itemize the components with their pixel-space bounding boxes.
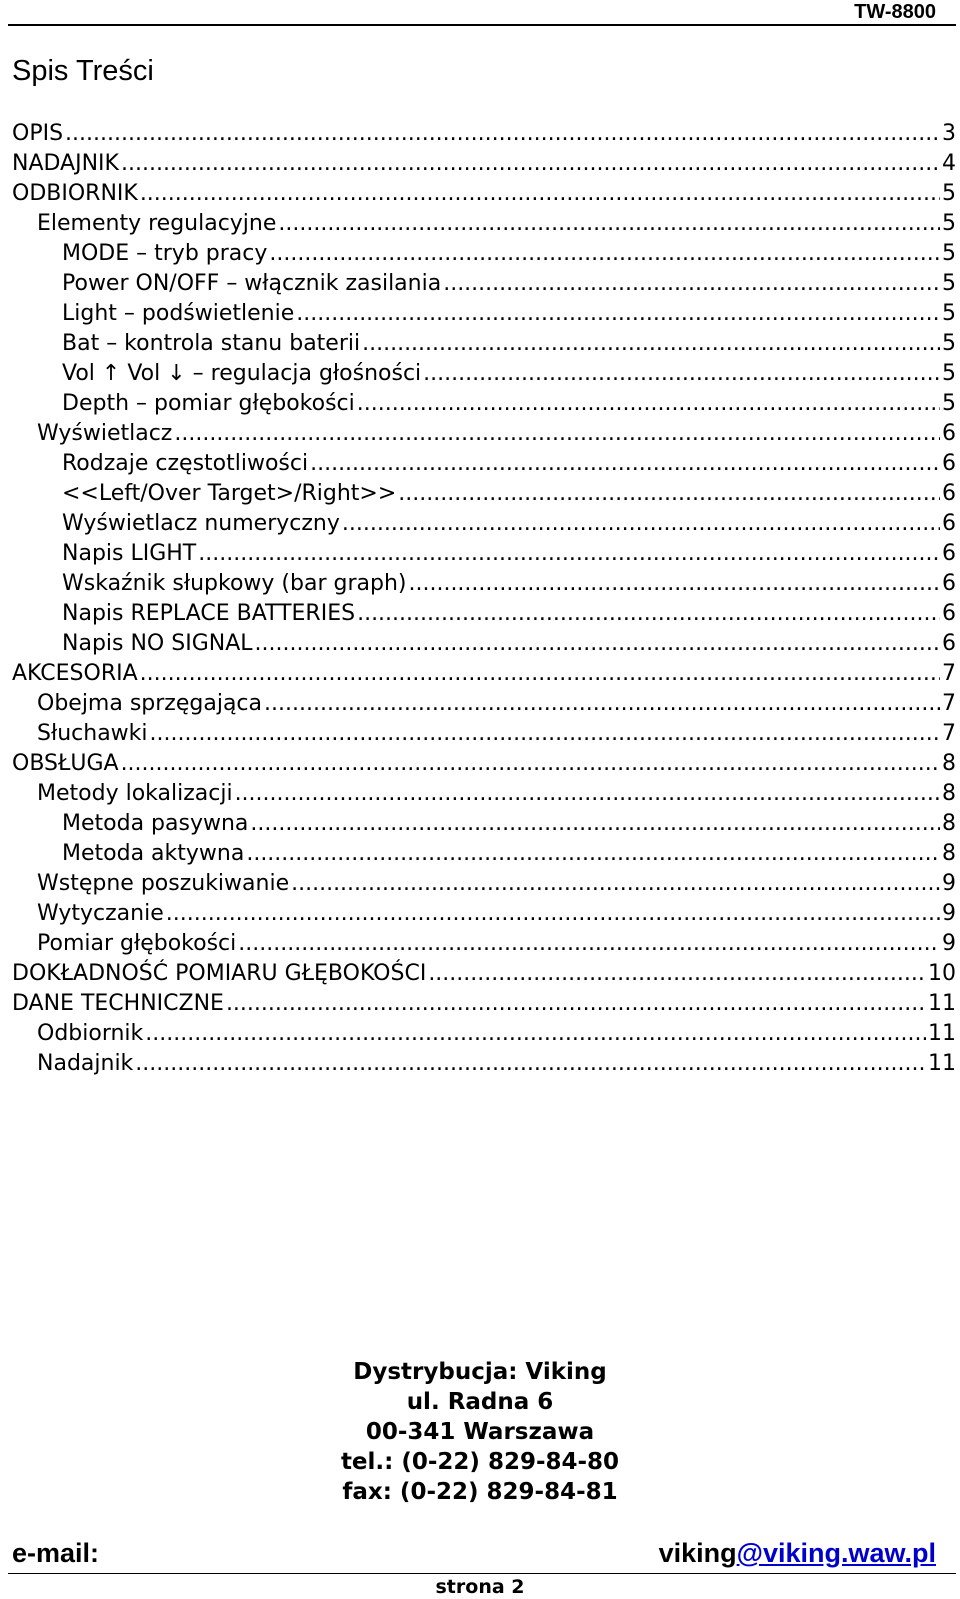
toc-entry-page: 11 xyxy=(928,1051,956,1076)
toc-dot-leader xyxy=(255,630,940,658)
toc-dot-leader xyxy=(246,840,940,868)
toc-entry-label: OBSŁUGA xyxy=(12,751,119,776)
toc-entry-page: 6 xyxy=(942,421,956,446)
distributor-fax: fax: (0-22) 829-84-81 xyxy=(342,1479,618,1505)
toc-entry[interactable] xyxy=(12,270,956,300)
toc-dot-leader xyxy=(357,600,940,628)
toc-entry-page: 7 xyxy=(942,691,956,716)
toc-dot-leader xyxy=(226,990,926,1018)
toc-entry-label: <<Left/Over Target>/Right>> xyxy=(62,481,397,506)
toc-entry-page: 5 xyxy=(942,301,956,326)
toc-entry-page: 8 xyxy=(942,841,956,866)
toc-dot-leader xyxy=(362,330,940,358)
distributor-phone: tel.: (0-22) 829-84-80 xyxy=(340,1449,620,1475)
page-title: Spis Treści xyxy=(12,55,154,87)
toc-entry[interactable] xyxy=(12,480,956,510)
toc-entry-label: Rodzaje częstotliwości xyxy=(62,451,309,476)
toc-entry[interactable] xyxy=(12,840,956,870)
toc-entry-label: ODBIORNIK xyxy=(12,181,138,206)
distributor-block xyxy=(0,1357,960,1507)
toc-entry-page: 5 xyxy=(942,271,956,296)
toc-dot-leader xyxy=(235,780,940,808)
toc-dot-leader xyxy=(145,1020,926,1048)
toc-entry-label: DOKŁADNOŚĆ POMIARU GŁĘBOKOŚCI xyxy=(12,961,427,986)
toc-entry-label: Napis LIGHT xyxy=(62,541,197,566)
toc-dot-leader xyxy=(342,510,940,538)
toc-entry-page: 6 xyxy=(942,571,956,596)
toc-dot-leader xyxy=(310,450,940,478)
toc-entry-label: Odbiornik xyxy=(37,1021,144,1046)
toc-entry-page: 11 xyxy=(928,991,956,1016)
toc-entry-page: 6 xyxy=(942,511,956,536)
toc-entry-label: Vol ↑ Vol ↓ – regulacja głośności xyxy=(62,361,422,386)
toc-dot-leader xyxy=(423,360,940,388)
toc-dot-leader xyxy=(428,960,926,988)
toc-entry-page: 5 xyxy=(942,391,956,416)
toc-dot-leader xyxy=(408,570,940,598)
toc-entry[interactable] xyxy=(12,240,956,270)
toc-entry[interactable] xyxy=(12,330,956,360)
toc-entry-label: OPIS xyxy=(12,121,64,146)
toc-entry[interactable] xyxy=(12,570,956,600)
toc-entry-label: Metoda pasywna xyxy=(62,811,249,836)
toc-entry[interactable] xyxy=(12,300,956,330)
toc-entry-page: 3 xyxy=(942,121,956,146)
toc-dot-leader xyxy=(121,750,940,778)
toc-dot-leader xyxy=(65,120,940,148)
toc-entry-page: 5 xyxy=(942,181,956,206)
toc-entry-label: Metoda aktywna xyxy=(62,841,245,866)
toc-entry[interactable] xyxy=(12,540,956,570)
toc-entry-page: 5 xyxy=(942,361,956,386)
toc-entry-page: 5 xyxy=(942,211,956,236)
toc-entry-page: 9 xyxy=(942,871,956,896)
toc-dot-leader xyxy=(198,540,940,568)
toc-entry[interactable] xyxy=(12,150,956,180)
toc-entry-page: 5 xyxy=(942,331,956,356)
toc-dot-leader xyxy=(238,930,940,958)
toc-entry-label: Wytyczanie xyxy=(37,901,164,926)
toc-entry-label: Bat – kontrola stanu baterii xyxy=(62,331,361,356)
toc-entry-page: 6 xyxy=(942,631,956,656)
toc-entry-label: DANE TECHNICZNE xyxy=(12,991,224,1016)
toc-entry-page: 8 xyxy=(942,751,956,776)
toc-dot-leader xyxy=(269,240,940,268)
toc-entry[interactable] xyxy=(12,510,956,540)
toc-entry-page: 10 xyxy=(928,961,956,986)
toc-entry-label: Pomiar głębokości xyxy=(37,931,237,956)
toc-entry-label: Light – podświetlenie xyxy=(62,301,295,326)
toc-entry-label: Wyświetlacz numeryczny xyxy=(62,511,340,536)
toc-dot-leader xyxy=(250,810,940,838)
toc-entry-page: 6 xyxy=(942,601,956,626)
toc-entry-page: 8 xyxy=(942,781,956,806)
toc-entry[interactable] xyxy=(12,780,956,810)
header-divider xyxy=(8,24,956,26)
toc-entry-page: 8 xyxy=(942,811,956,836)
toc-dot-leader xyxy=(296,300,940,328)
toc-entry[interactable] xyxy=(12,960,956,990)
toc-dot-leader xyxy=(278,210,940,238)
toc-entry-label: Wyświetlacz xyxy=(37,421,173,446)
toc-entry[interactable] xyxy=(12,450,956,480)
toc-entry-page: 4 xyxy=(942,151,956,176)
toc-entry-label: Elementy regulacyjne xyxy=(37,211,277,236)
toc-entry[interactable] xyxy=(12,420,956,450)
document-code: TW-8800 xyxy=(854,1,936,23)
email-domain-link[interactable]: @viking.waw.pl xyxy=(736,1538,936,1568)
toc-entry[interactable] xyxy=(12,1050,956,1080)
toc-entry[interactable] xyxy=(12,180,956,210)
toc-entry-label: NADAJNIK xyxy=(12,151,119,176)
toc-dot-leader xyxy=(174,420,940,448)
toc-entry[interactable] xyxy=(12,630,956,660)
toc-entry-page: 11 xyxy=(928,1021,956,1046)
toc-entry-page: 9 xyxy=(942,901,956,926)
toc-entry-label: Obejma sprzęgająca xyxy=(37,691,263,716)
toc-entry-page: 6 xyxy=(942,541,956,566)
distributor-street: ul. Radna 6 xyxy=(406,1389,554,1415)
toc-entry-page: 6 xyxy=(942,481,956,506)
toc-entry[interactable] xyxy=(12,360,956,390)
toc-dot-leader xyxy=(121,150,940,178)
toc-entry[interactable] xyxy=(12,120,956,150)
toc-entry-label: MODE – tryb pracy xyxy=(62,241,268,266)
toc-entry[interactable] xyxy=(12,210,956,240)
toc-entry-page: 5 xyxy=(942,241,956,266)
toc-entry-label: Nadajnik xyxy=(37,1051,134,1076)
toc-entry-page: 7 xyxy=(942,721,956,746)
toc-entry-label: Słuchawki xyxy=(37,721,148,746)
toc-entry[interactable] xyxy=(12,390,956,420)
toc-dot-leader xyxy=(291,870,940,898)
toc-dot-leader xyxy=(443,270,940,298)
toc-dot-leader xyxy=(166,900,940,928)
toc-entry[interactable] xyxy=(12,930,956,960)
email-user: viking xyxy=(658,1538,737,1568)
toc-dot-leader xyxy=(150,720,940,748)
toc-entry[interactable] xyxy=(12,690,956,720)
toc-dot-leader xyxy=(140,180,940,208)
toc-entry-label: Napis NO SIGNAL xyxy=(62,631,253,656)
toc-entry[interactable] xyxy=(12,810,956,840)
toc-entry[interactable] xyxy=(12,600,956,630)
toc-entry-page: 6 xyxy=(942,451,956,476)
toc-entry[interactable] xyxy=(12,660,956,690)
toc-entry[interactable] xyxy=(12,900,956,930)
distributor-name: Dystrybucja: Viking xyxy=(353,1359,607,1385)
page-number: strona 2 xyxy=(435,1576,525,1598)
toc-entry-label: Wskaźnik słupkowy (bar graph) xyxy=(62,571,407,596)
toc-dot-leader xyxy=(357,390,940,418)
email-label: e-mail: xyxy=(12,1538,100,1568)
toc-dot-leader xyxy=(135,1050,926,1078)
toc-entry[interactable] xyxy=(12,720,956,750)
toc-dot-leader xyxy=(140,660,940,688)
toc-entry-label: Metody lokalizacji xyxy=(37,781,233,806)
distributor-city: 00-341 Warszawa xyxy=(365,1419,595,1445)
email-address[interactable] xyxy=(659,1537,936,1569)
toc-entry-page: 7 xyxy=(942,661,956,686)
toc-dot-leader xyxy=(398,480,940,508)
table-of-contents xyxy=(12,120,956,1080)
toc-entry-label: Power ON/OFF – włącznik zasilania xyxy=(62,271,442,296)
toc-entry-label: Wstępne poszukiwanie xyxy=(37,871,290,896)
toc-entry[interactable] xyxy=(12,1020,956,1050)
toc-dot-leader xyxy=(264,690,940,718)
toc-entry-label: Depth – pomiar głębokości xyxy=(62,391,355,416)
footer-divider xyxy=(8,1573,956,1574)
toc-entry[interactable] xyxy=(12,870,956,900)
toc-entry-label: AKCESORIA xyxy=(12,661,138,686)
toc-entry[interactable] xyxy=(12,750,956,780)
toc-entry[interactable] xyxy=(12,990,956,1020)
toc-entry-label: Napis REPLACE BATTERIES xyxy=(62,601,356,626)
toc-entry-page: 9 xyxy=(942,931,956,956)
